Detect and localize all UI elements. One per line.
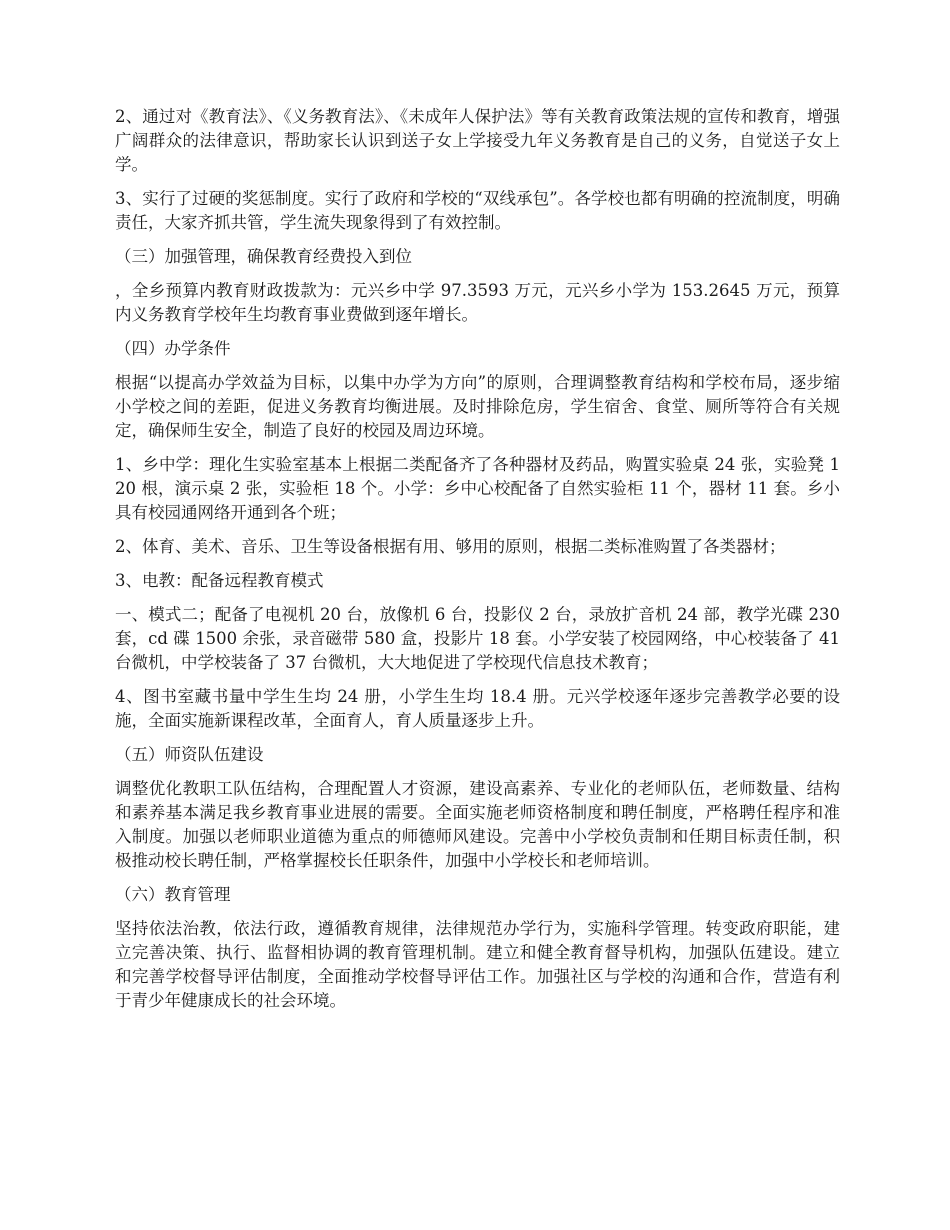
paragraph-reward-system: 3、实行了过硬的奖惩制度。实行了政府和学校的“双线承包”。各学校也都有明确的控流制度，明确责任，大家齐抓共管，学生流失现象得到了有效控制。 bbox=[115, 189, 840, 232]
paragraph-labs: 1、乡中学：理化生实验室基本上根据二类配备齐了各种器材及药品，购置实验桌 24 张，实验凳 120 根，演示桌 2 张，实验柜 18 个。小学：乡中心校配备了自然实验柜 11 个，器材 11 套。乡小具有校园通网络开通到各个班； bbox=[115, 455, 840, 522]
section-heading-management: （六）教育管理 bbox=[115, 885, 231, 904]
paragraph-budget: ，全乡预算内教育财政拨款为：元兴乡中学 97.3593 万元，元兴乡小学为 153.2645 万元，预算内义务教育学校年生均教育事业费做到逐年增长。 bbox=[115, 281, 840, 324]
section-heading-teachers: （五）师资队伍建设 bbox=[115, 745, 264, 764]
paragraph-sports-equipment: 2、体育、美术、音乐、卫生等设备根据有用、够用的原则，根据二类标准购置了各类器材； bbox=[115, 537, 786, 556]
paragraph-teacher-team: 调整优化教职工队伍结构，合理配置人才资源，建设高素养、专业化的老师队伍，老师数量、结构和素养基本满足我乡教育事业进展的需要。全面实施老师资格制度和聘任制度，严格聘任程序和准入制度。加强以老师职业道德为重点的师德师风建设。完善中小学校负责制和任期目标责任制，积极推动校长聘任制，严格掌握校长任职条件，加强中小学校长和老师培训。 bbox=[115, 779, 840, 870]
paragraph-av-equipment: 一、模式二；配备了电视机 20 台，放像机 6 台，投影仪 2 台，录放扩音机 24 部，教学光碟 230 套，cd 碟 1500 余张，录音磁带 580 盒，投影片 18 套。小学安装了校园网络，中心校装备了 41 台微机，中学校装备了 37 台微机，大大地促进了学校现代信息技术教育； bbox=[115, 605, 840, 672]
section-heading-conditions: （四）办学条件 bbox=[115, 339, 231, 358]
document-page bbox=[115, 105, 840, 1023]
subheading-e-learning: 3、电教：配备远程教育模式 bbox=[115, 571, 324, 590]
paragraph-principle: 根据“以提高办学效益为目标，以集中办学为方向”的原则，合理调整教育结构和学校布局，逐步缩小学校之间的差距，促进义务教育均衡进展。及时排除危房，学生宿舍、食堂、厕所等符合有关规定，确保师生安全，制造了良好的校园及周边环境。 bbox=[115, 373, 840, 440]
paragraph-library: 4、图书室藏书量中学生生均 24 册，小学生生均 18.4 册。元兴学校逐年逐步完善教学必要的设施，全面实施新课程改革，全面育人，育人质量逐步上升。 bbox=[115, 687, 840, 730]
section-heading-funding: （三）加强管理，确保教育经费投入到位 bbox=[115, 247, 412, 266]
paragraph-law-education: 2、通过对《教育法》、《义务教育法》、《未成年人保护法》等有关教育政策法规的宣传和教育，增强广阔群众的法律意识，帮助家长认识到送子女上学接受九年义务教育是自己的义务，自觉送子女上学。 bbox=[115, 107, 840, 174]
paragraph-management: 坚持依法治教，依法行政，遵循教育规律，法律规范办学行为，实施科学管理。转变政府职能，建立完善决策、执行、监督相协调的教育管理机制。建立和健全教育督导机构，加强队伍建设。建立和完善学校督导评估制度，全面推动学校督导评估工作。加强社区与学校的沟通和合作，营造有利于青少年健康成长的社会环境。 bbox=[115, 919, 840, 1010]
